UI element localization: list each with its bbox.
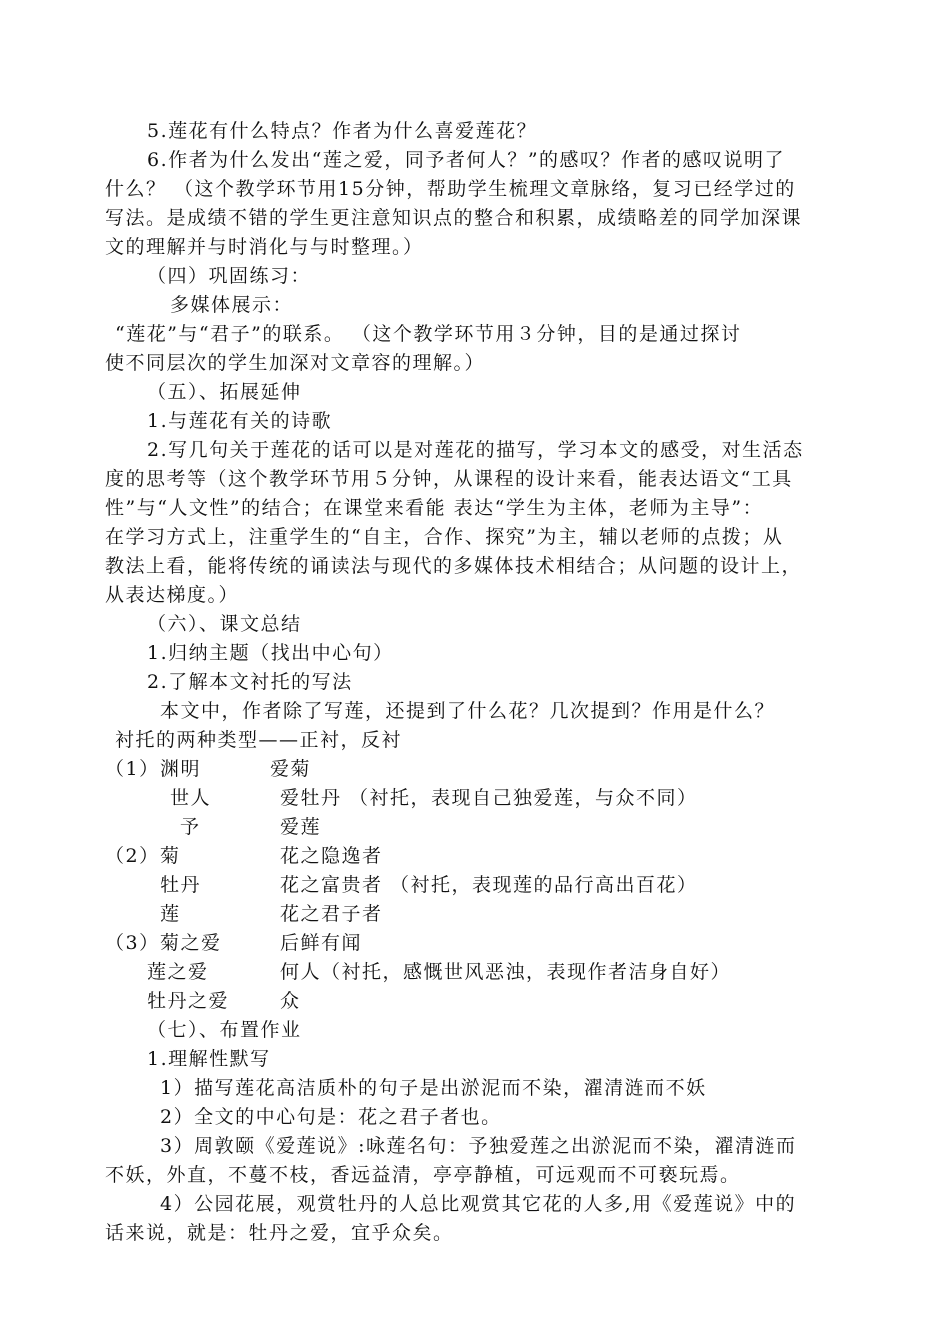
contrast-group-3-row-3-object: 众	[280, 990, 301, 1012]
homework-1-item-3-line-1: 3）周敦颐《爱莲说》:咏莲名句：予独爱莲之出淤泥而不染，濯清涟而	[160, 1135, 797, 1157]
homework-1: 1.理解性默写	[147, 1048, 271, 1070]
question-6-line-4: 文的理解并与时消化与与时整理。）	[105, 236, 424, 258]
section-4-heading: （四）巩固练习：	[147, 265, 312, 287]
summary-2-question: 本文中，作者除了写莲，还提到了什么花？几次提到？作用是什么？	[160, 700, 776, 722]
homework-1-item-3-line-2: 不妖，外直，不蔓不枝，香远益清，亭亭静植，可远观而不可亵玩焉。	[105, 1164, 741, 1186]
extension-2-line-5: 教法上看，能将传统的诵读法与现代的多媒体技术相结合；从问题的设计上，	[105, 555, 803, 577]
question-6-line-3: 写法。是成绩不错的学生更注意知识点的整合和积累，成绩略差的同学加深课	[105, 207, 803, 229]
summary-1: 1.归纳主题（找出中心句）	[147, 642, 394, 664]
contrast-group-3-row-1-object: 后鲜有闻	[280, 932, 363, 954]
lotus-gentleman-line-2: 使不同层次的学生加深对文章容的理解。）	[105, 352, 486, 374]
contrast-group-2-label: （2）	[105, 845, 160, 867]
contrast-group-2-row-1-object: 花之隐逸者	[280, 845, 383, 867]
lotus-gentleman-line-1: “莲花”与“君子”的联系。 （这个教学环节用３分钟，目的是通过探讨	[115, 323, 742, 345]
extension-1: 1.与莲花有关的诗歌	[147, 410, 333, 432]
contrast-group-2-row-2-object: 花之富贵者 （衬托，表现莲的品行高出百花）	[280, 874, 698, 896]
question-5: 5.莲花有什么特点？作者为什么喜爱莲花？	[147, 120, 538, 142]
summary-2: 2.了解本文衬托的写法	[147, 671, 353, 693]
contrast-group-2-row-1-subject: 菊	[160, 845, 181, 867]
question-6-line-1: 6.作者为什么发出“莲之爱，同予者何人？”的感叹？作者的感叹说明了	[147, 149, 786, 171]
contrast-group-1-row-2-object: 爱牡丹 （衬托，表现自己独爱莲，与众不同）	[280, 787, 698, 809]
contrast-group-1-row-1-object: 爱菊	[270, 758, 312, 780]
contrast-group-1-row-1-subject: 渊明	[160, 758, 202, 780]
homework-1-item-2: 2）全文的中心句是：花之君子者也。	[160, 1106, 502, 1128]
extension-2-line-1: 2.写几句关于莲花的话可以是对莲花的描写，学习本文的感受，对生活态	[147, 439, 804, 461]
contrast-group-1-row-2-subject: 世人	[170, 787, 212, 809]
contrast-group-2-row-3-object: 花之君子者	[280, 903, 383, 925]
contrast-group-3-row-1-subject: 菊之爱	[160, 932, 222, 954]
extension-2-line-3: 性”与“人文性”的结合；在课堂来看能 表达“学生为主体，老师为主导”：	[105, 497, 764, 519]
contrast-group-2-row-2-subject: 牡丹	[160, 874, 202, 896]
contrast-group-1-label: （1）	[105, 758, 160, 780]
contrast-group-3-label: （3）	[105, 932, 160, 954]
contrast-group-3-row-2-object: 何人（衬托，感慨世风恶浊，表现作者洁身自好）	[280, 961, 732, 983]
contrast-group-2-row-3-subject: 莲	[160, 903, 181, 925]
contrast-group-1-row-3-object: 爱莲	[280, 816, 322, 838]
section-7-heading: （七）、布置作业	[147, 1019, 302, 1041]
homework-1-item-1: 1）描写莲花高洁质朴的句子是出淤泥而不染，濯清涟而不妖	[160, 1077, 707, 1099]
multimedia-display: 多媒体展示：	[170, 294, 294, 316]
extension-2-line-4: 在学习方式上，注重学生的“自主，合作、探究”为主，辅以老师的点拨；从	[105, 526, 784, 548]
section-5-heading: （五）、拓展延伸	[147, 381, 302, 403]
extension-2-line-2: 度的思考等（这个教学环节用５分钟，从课程的设计来看，能表达语文“工具	[105, 468, 793, 490]
contrast-types: 衬托的两种类型——正衬，反衬	[115, 729, 403, 751]
contrast-group-1-row-3-subject: 予	[180, 816, 201, 838]
contrast-group-3-row-2-subject: 莲之爱	[147, 961, 209, 983]
homework-1-item-4-line-2: 话来说，就是：牡丹之爱，宜乎众矣。	[105, 1222, 454, 1244]
question-6-line-2: 什么？ （这个教学环节用15分钟，帮助学生梳理文章脉络，复习已经学过的	[105, 178, 796, 200]
contrast-group-3-row-3-subject: 牡丹之爱	[147, 990, 230, 1012]
extension-2-line-6: 从表达梯度。）	[105, 584, 240, 606]
section-6-heading: （六）、课文总结	[147, 613, 302, 635]
homework-1-item-4-line-1: 4）公园花展，观赏牡丹的人总比观赏其它花的人多,用《爱莲说》中的	[160, 1193, 797, 1215]
